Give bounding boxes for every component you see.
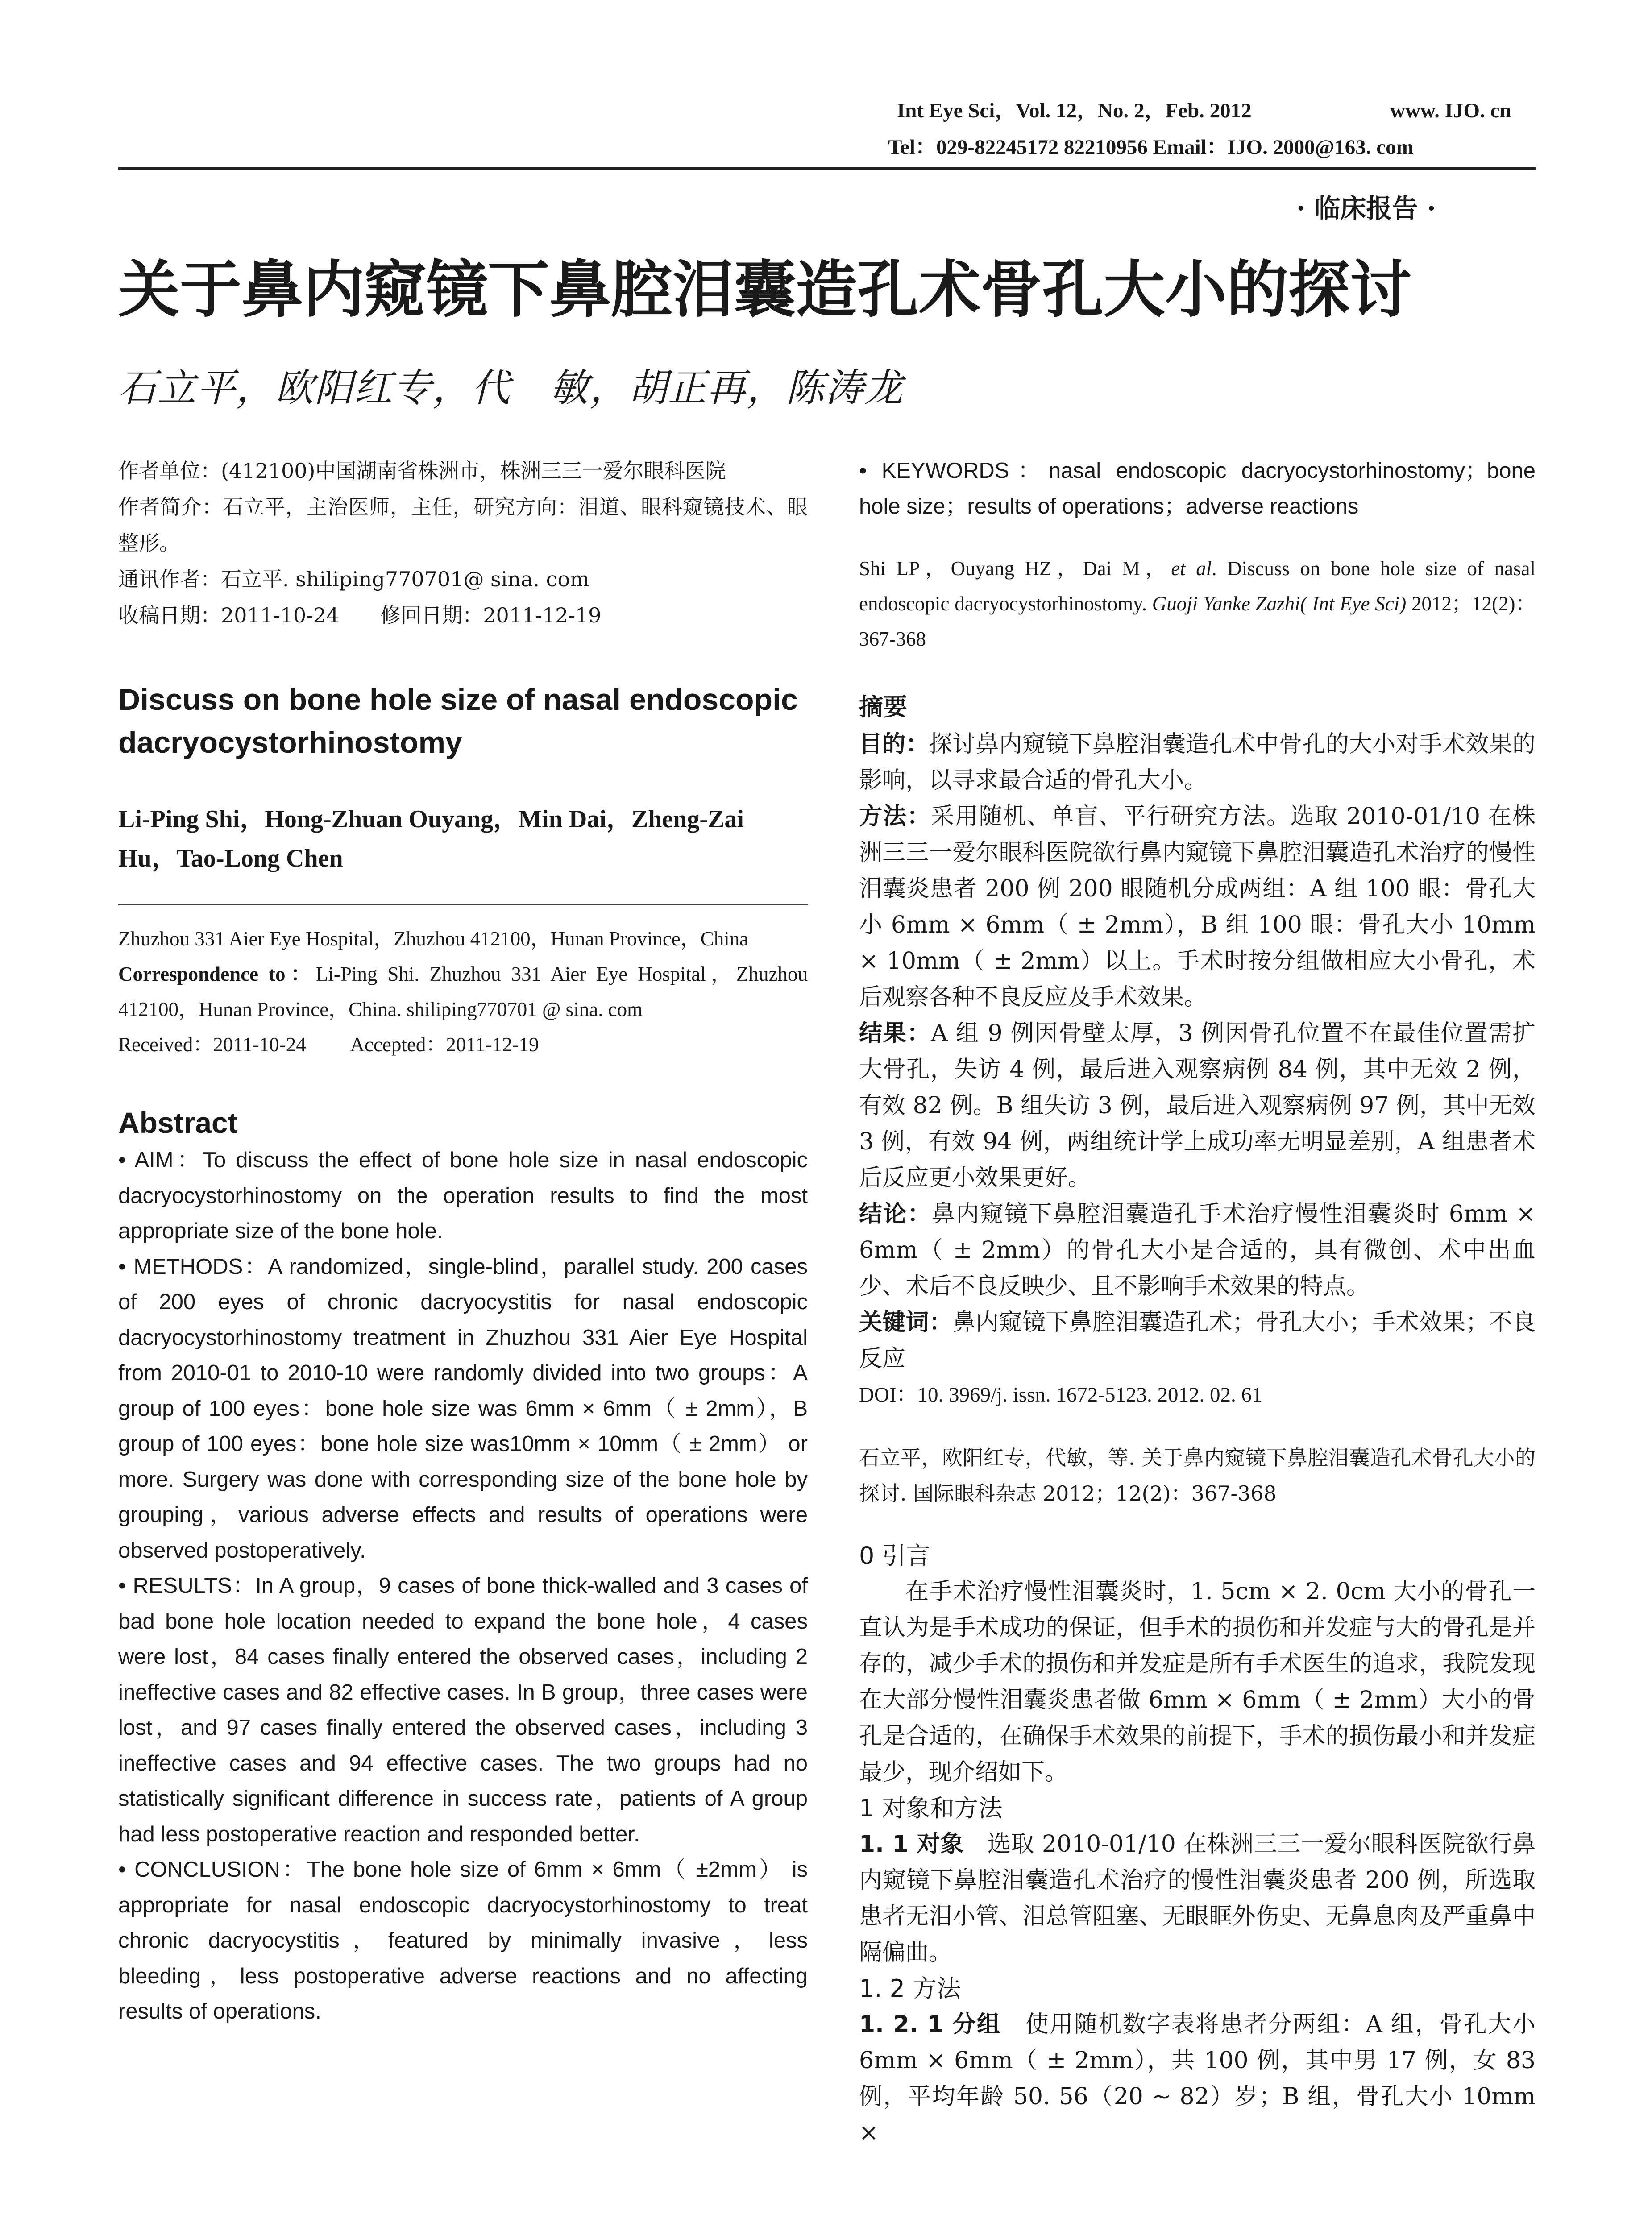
citation-cn: 石立平，欧阳红专，代敏，等. 关于鼻内窥镜下鼻腔泪囊造孔术骨孔大小的探讨. 国际眼科杂志 2012；12(2)：367-368	[859, 1446, 1536, 1505]
author-affiliation-cn: 作者单位：(412100)中国湖南省株洲市，株洲三三一爱尔眼科医院	[118, 459, 726, 483]
method-subheading: 1. 2 方法	[859, 1974, 961, 2003]
methods-text-cn: 采用随机、单盲、平行研究方法。选取 2010-01/10 在株洲三三一爱尔眼科医院欲行鼻内窥镜下鼻腔泪囊造孔术治疗的慢性泪囊炎患者 200 例 200 眼随机分成两组：A 组 100 眼：骨孔大小 6mm × 6mm（ ± 2mm），B 组 100 眼：骨孔大小 10mm × 10mm（ ± 2mm）以上。手术时按分组做相应大小骨孔，术后观察各种不良反应及手术效果。	[859, 803, 1536, 1011]
abstract-heading-cn: 摘要	[859, 693, 907, 721]
correspondence-text: Li-Ping Shi. Zhuzhou 331 Aier Eye Hospital，Zhuzhou 412100，Hunan Province，China. shiliping770701 @ sina. com	[118, 963, 808, 1020]
abstract-methods-cn	[859, 799, 1536, 1016]
section-label: · 临床报告 ·	[1296, 193, 1436, 224]
corresponding-author-cn: 通讯作者：石立平. shiliping770701@ sina. com	[118, 567, 589, 591]
grouping-paragraph	[859, 2007, 1536, 2151]
intro-text: 在手术治疗慢性泪囊炎时，1. 5cm × 2. 0cm 大小的骨孔一直认为是手术成功的保证，但手术的损伤和并发症与大的骨孔是并存的，减少手术的损伤和并发症是所有手术医生的追求，我院发现在大部分慢性泪囊炎患者做 6mm × 6mm（ ± 2mm）大小的骨孔是合适的，在确保手术效果的前提下，手术的损伤最小和并发症最少，现介绍如下。	[859, 1578, 1536, 1786]
conclusion-text-cn: 鼻内窥镜下鼻腔泪囊造孔手术治疗慢性泪囊炎时 6mm × 6mm（ ± 2mm）的骨孔大小是合适的，具有微创、术中出血少、术后不良反映少、且不影响手术效果的特点。	[859, 1201, 1536, 1300]
header-rule	[118, 167, 1536, 170]
keywords-cn	[859, 1305, 1536, 1377]
keywords-label-cn: 关键词：	[859, 1309, 953, 1336]
journal-citation: Int Eye Sci，Vol. 12，No. 2，Feb. 2012	[897, 99, 1252, 122]
author-bio-cn: 作者简介：石立平，主治医师，主任，研究方向：泪道、眼科窥镜技术、眼整形。	[118, 495, 808, 555]
citation-volume: 2012；12(2)：367-368	[859, 593, 1536, 650]
abstract-results: • RESULTS：In A group，9 cases of bone thick-walled and 3 cases of bad bone hole location needed to expand the bone hole，4 cases were lost，84 cases finally entered the observed cases，including 2 ineffective cases and 82 effective cases. In B group，three cases were lost，and 97 cases finally entered the observed cases，including 3 ineffective cases and 94 effective cases. The two groups had no statistically significant difference in success rate，patients of A group had less postoperative reaction and responded better.	[118, 1574, 808, 1846]
divider	[118, 904, 808, 905]
grouping-text: 使用随机数字表将患者分两组：A 组，骨孔大小 6mm × 6mm（ ± 2mm），共 100 例，其中男 17 例，女 83 例，平均年龄 50. 56（20 ~ 82）岁；B 组，骨孔大小 10mm ×	[859, 2011, 1536, 2146]
conclusion-label-cn: 结论：	[859, 1201, 932, 1227]
left-column	[118, 453, 808, 2030]
article-title-cn: 关于鼻内窥镜下鼻腔泪囊造孔术骨孔大小的探讨	[118, 254, 1412, 326]
citation-authors: Shi LP，Ouyang HZ，Dai M，	[859, 557, 1171, 580]
abstract-aim: • AIM：To discuss the effect of bone hole size in nasal endoscopic dacryocystorhinostomy on the operation results to find the most appropriate size of the bone hole.	[118, 1148, 808, 1243]
intro-heading: 0 引言	[859, 1542, 930, 1570]
aim-text-cn: 探讨鼻内窥镜下鼻腔泪囊造孔术中骨孔的大小对手术效果的影响，以寻求最合适的骨孔大小。	[859, 731, 1536, 794]
keywords-text-cn: 鼻内窥镜下鼻腔泪囊造孔术；骨孔大小；手术效果；不良反应	[859, 1309, 1536, 1372]
grouping-label: 1. 2. 1 分组	[859, 2011, 1001, 2038]
results-label-cn: 结果：	[859, 1020, 931, 1047]
abstract-heading: Abstract	[118, 1106, 238, 1139]
journal-website: www. IJO. cn	[1390, 99, 1511, 122]
abstract-conclusion-cn	[859, 1196, 1536, 1305]
citation-en	[859, 551, 1536, 657]
received-accepted-en: Received：2011-10-24 Accepted：2011-12-19	[118, 1033, 539, 1056]
subjects-text: 选取 2010-01/10 在株洲三三一爱尔眼科医院欲行鼻内窥镜下鼻腔泪囊造孔术治疗的慢性泪囊炎患者 200 例，所选取患者无泪小管、泪总管阻塞、无眼眶外伤史、无鼻息肉及严重鼻中隔偏曲。	[859, 1831, 1536, 1966]
abstract-results-cn	[859, 1016, 1536, 1196]
correspondence-label: Correspondence to：	[118, 963, 316, 985]
journal-contact: Tel：029-82245172 82210956 Email：IJO. 2000@163. com	[888, 136, 1414, 159]
methods-section-heading: 1 对象和方法	[859, 1794, 1003, 1822]
authors-en: Li-Ping Shi，Hong-Zhuan Ouyang，Min Dai，Zheng-Zai Hu，Tao-Long Chen	[118, 805, 744, 872]
abstract-methods: • METHODS：A randomized，single-blind，parallel study. 200 cases of 200 eyes of chronic dacryocystitis for nasal endoscopic dacryocystorhinostomy treatment in Zhuzhou 331 Aier Eye Hospital from 2010-01 to 2010-10 were randomly divided into two groups：A group of 100 eyes：bone hole size was 6mm × 6mm（ ± 2mm），B group of 100 eyes：bone hole size was10mm × 10mm（ ± 2mm） or more. Surgery was done with corresponding size of the bone hole by grouping，various adverse effects and results of operations were observed postoperatively.	[118, 1254, 808, 1563]
abstract-aim-cn	[859, 726, 1536, 799]
doi: DOI：10. 3969/j. issn. 1672-5123. 2012. 02. 61	[859, 1383, 1262, 1406]
citation-title: . Discuss on bone hole size of nasal endoscopic dacryocystorhinostomy.	[859, 557, 1536, 615]
dates-cn: 收稿日期：2011-10-24 修回日期：2011-12-19	[118, 603, 602, 627]
subjects-label: 1. 1 对象	[859, 1831, 964, 1858]
abstract-conclusion: • CONCLUSION：The bone hole size of 6mm × 6mm（ ±2mm） is appropriate for nasal endoscopic dacryocystorhinostomy to treat chronic dacryocystitis，featured by minimally invasive，less bleeding，less postoperative adverse reactions and no affecting results of operations.	[118, 1858, 808, 2024]
aim-label-cn: 目的：	[859, 731, 929, 758]
authors-cn: 石立平，欧阳红专，代 敏，胡正再，陈涛龙	[118, 366, 904, 411]
citation-journal: Guoji Yanke Zazhi( Int Eye Sci)	[1152, 593, 1407, 615]
keywords-en: • KEYWORDS：nasal endoscopic dacryocystorhinostomy；bone hole size；results of operations；adverse reactions	[859, 459, 1536, 518]
subjects-paragraph	[859, 1826, 1536, 1971]
article-title-en: Discuss on bone hole size of nasal endoscopic dacryocystorhinostomy	[118, 683, 798, 759]
correspondence-en	[118, 957, 808, 1027]
methods-label-cn: 方法：	[859, 803, 931, 830]
results-text-cn: A 组 9 例因骨壁太厚，3 例因骨孔位置不在最佳位置需扩大骨孔，失访 4 例，最后进入观察病例 84 例，其中无效 2 例，有效 82 例。B 组失访 3 例，最后进入观察病例 97 例，其中无效 3 例，有效 94 例，两组统计学上成功率无明显差别，A 组患者术后反应更小效果更好。	[859, 1020, 1536, 1191]
citation-etal: et al	[1171, 557, 1212, 580]
affiliation-en: Zhuzhou 331 Aier Eye Hospital，Zhuzhou 412100，Hunan Province，China	[118, 928, 749, 950]
right-column	[859, 453, 1536, 2151]
